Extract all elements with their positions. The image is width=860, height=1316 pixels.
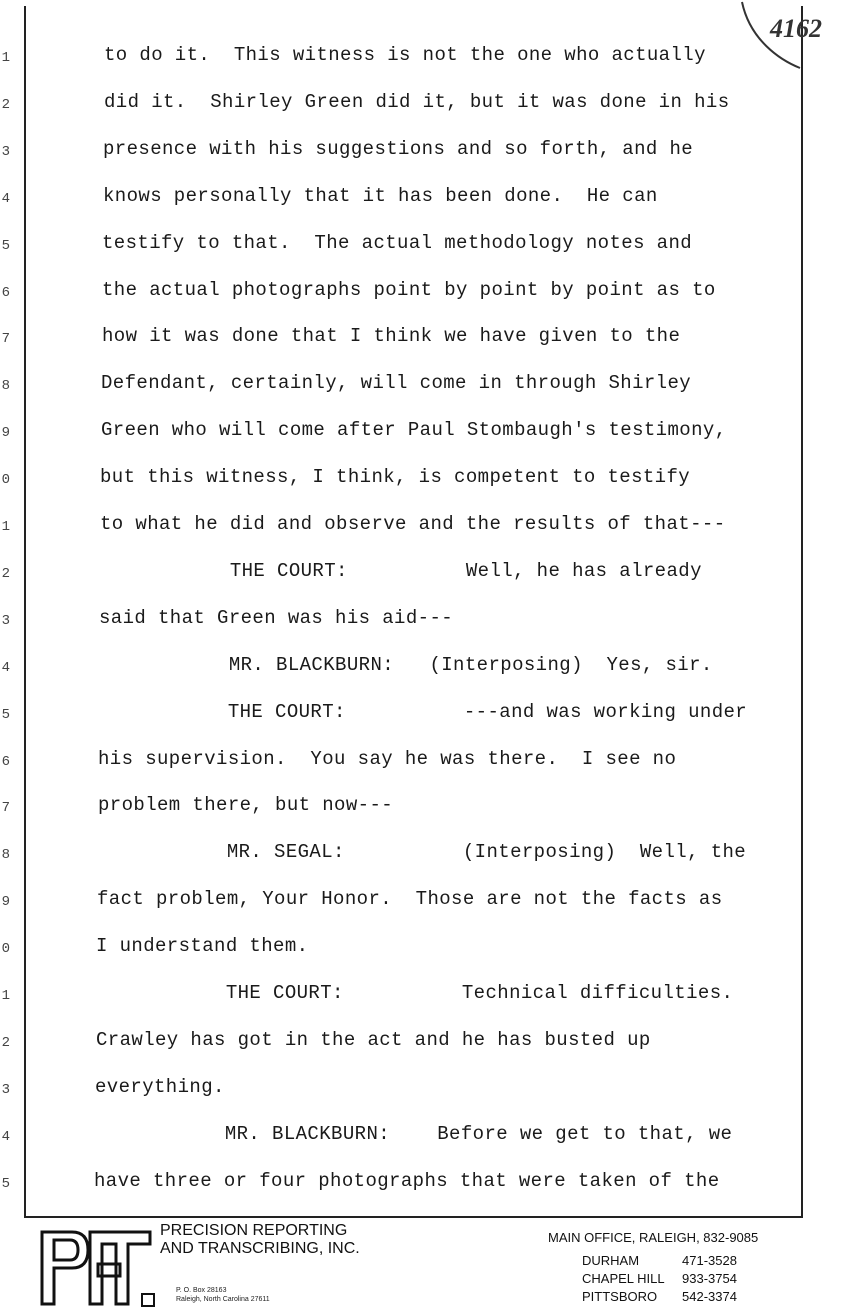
line-number: 3 (1, 1082, 10, 1098)
transcript-line: THE COURT: ---and was working under (98, 701, 748, 723)
transcript-line: Crawley has got in the act and he has busted up (96, 1029, 651, 1051)
firm-name (160, 1222, 360, 1258)
line-number: 2 (1, 97, 10, 113)
transcript-line: MR. BLACKBURN: Before we get to that, we (95, 1123, 733, 1145)
line-number: 8 (1, 847, 10, 863)
office-city: CHAPEL HILL (582, 1271, 665, 1286)
line-number: 3 (1, 144, 10, 160)
line-number: 5 (1, 238, 10, 254)
transcript-line: said that Green was his aid--- (99, 607, 454, 629)
line-number: 8 (1, 378, 10, 394)
line-number: 9 (1, 894, 10, 910)
line-number: 7 (1, 331, 10, 347)
line-number: 2 (1, 566, 10, 582)
line-number: 2 (1, 1035, 10, 1051)
transcript-line: fact problem, Your Honor. Those are not the facts as (97, 888, 723, 910)
line-number: 9 (1, 425, 10, 441)
line-number: 5 (1, 707, 10, 723)
transcript-line: to what he did and observe and the results of that--- (100, 513, 726, 535)
firm-name-line-2: AND TRANSCRIBING, INC. (160, 1240, 360, 1257)
transcript-line: but this witness, I think, is competent to testify (100, 466, 691, 488)
transcript-line: how it was done that I think we have given to the (102, 325, 681, 347)
line-number: 0 (1, 472, 10, 488)
office-phone: 933-3754 (682, 1271, 737, 1286)
line-number: 3 (1, 613, 10, 629)
transcript-line: testify to that. The actual methodology notes and (102, 232, 693, 254)
line-number: 0 (1, 941, 10, 957)
transcript-line: MR. SEGAL: (Interposing) Well, the (97, 841, 747, 863)
transcript-line: problem there, but now--- (98, 794, 394, 816)
transcript-line: knows personally that it has been done. He can (103, 185, 658, 207)
transcript-line: did it. Shirley Green did it, but it was done in his (104, 91, 730, 113)
transcript-line: his supervision. You say he was there. I see no (98, 748, 677, 770)
transcript-line: to do it. This witness is not the one who actually (104, 44, 706, 66)
firm-name-line-1: PRECISION REPORTING (160, 1222, 348, 1239)
office-phone: 542-3374 (682, 1289, 737, 1304)
firm-address (176, 1286, 270, 1304)
transcript-line: MR. BLACKBURN: (Interposing) Yes, sir. (99, 654, 713, 676)
transcript-line: presence with his suggestions and so forth, and he (103, 138, 694, 160)
line-number: 6 (1, 754, 10, 770)
transcript-line: Defendant, certainly, will come in through Shirley (101, 372, 692, 394)
office-city: PITTSBORO (582, 1289, 658, 1304)
office-city: DURHAM (582, 1253, 640, 1268)
line-number: 4 (1, 660, 10, 676)
office-row (582, 1271, 782, 1286)
main-office: MAIN OFFICE, RALEIGH, 832-9085 (548, 1230, 759, 1245)
transcript-line: THE COURT: Well, he has already (100, 560, 702, 582)
transcript-line: I understand them. (96, 935, 309, 957)
line-number: 6 (1, 285, 10, 301)
office-row (582, 1289, 782, 1304)
transcript-line: THE COURT: Technical difficulties. (96, 982, 734, 1004)
page-number: 4162 (770, 14, 822, 43)
line-number: 1 (1, 988, 10, 1004)
office-row (582, 1253, 782, 1268)
transcript-line: the actual photographs point by point by point as to (102, 279, 716, 301)
transcript-line: everything. (95, 1076, 225, 1098)
line-number: 4 (1, 1129, 10, 1145)
transcript-line: Green who will come after Paul Stombaugh's testimony, (101, 419, 727, 441)
line-number: 1 (1, 519, 10, 535)
transcript-line: have three or four photographs that were taken of the (94, 1170, 720, 1192)
line-number: 5 (1, 1176, 10, 1192)
line-number: 7 (1, 800, 10, 816)
line-number: 4 (1, 191, 10, 207)
pat-logo (32, 1224, 160, 1310)
line-number: 1 (1, 50, 10, 66)
address-line-2: Raleigh, North Carolina 27611 (176, 1296, 270, 1303)
address-line-1: P. O. Box 28163 (176, 1287, 227, 1294)
office-phone: 471-3528 (682, 1253, 737, 1268)
